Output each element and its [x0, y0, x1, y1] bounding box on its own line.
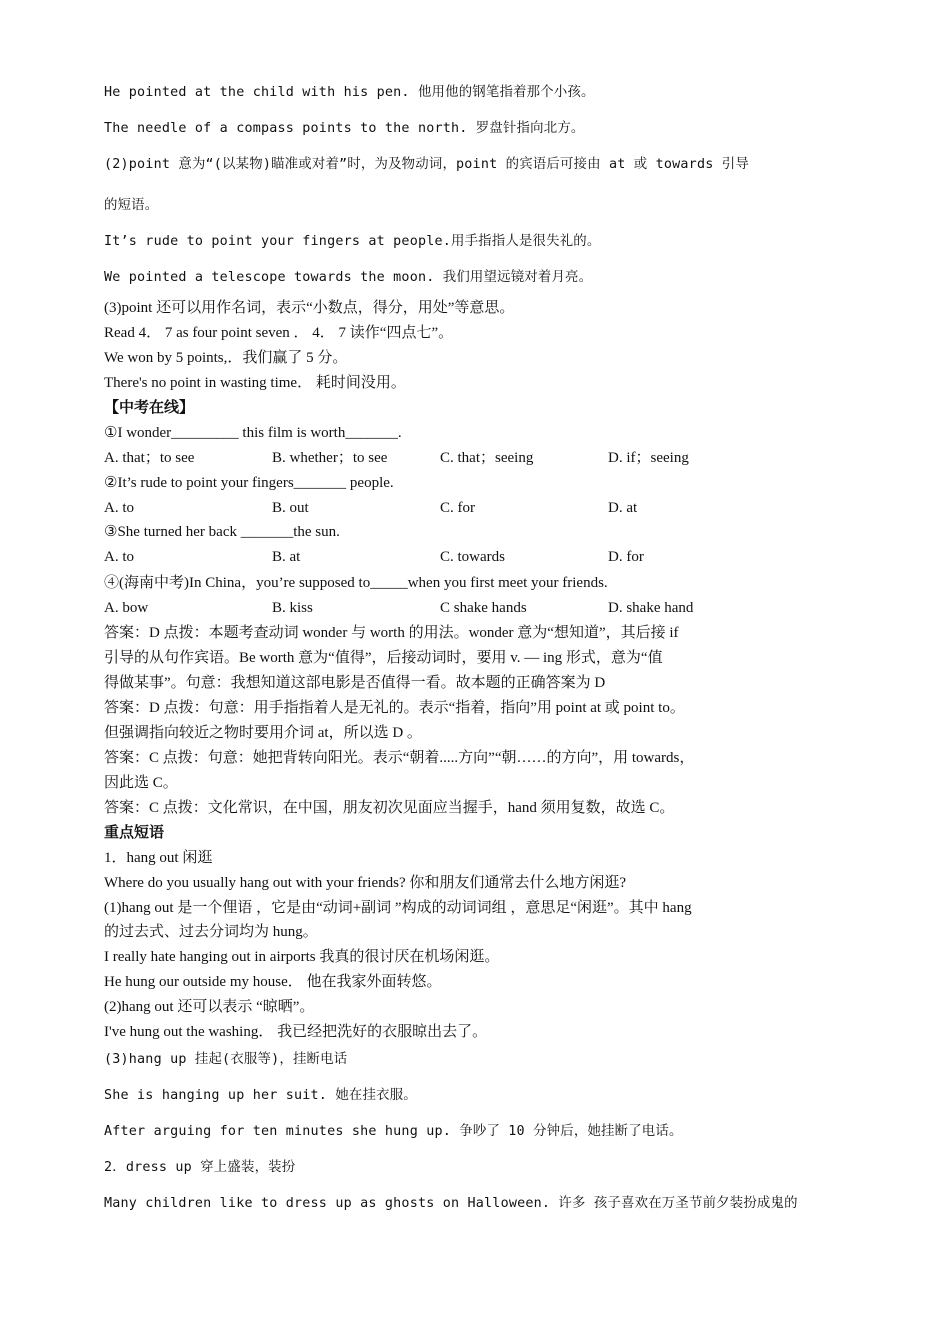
- section-heading: 【中考在线】: [104, 400, 195, 416]
- text-line: It’s rude to point your fingers at people.用手指指人是很失礼的。: [104, 234, 601, 249]
- option-b: B. kiss: [272, 600, 313, 616]
- answer-line: 因此选 C。: [104, 775, 178, 791]
- text-line: We won by 5 points,．我们赢了 5 分。: [104, 350, 348, 366]
- question-2: ②It’s rude to point your fingers_______ people.: [104, 475, 394, 491]
- text-line: After arguing for ten minutes she hung up. 争吵了 10 分钟后，她挂断了电话。: [104, 1124, 683, 1139]
- text-line: I've hung out the washing． 我已经把洗好的衣服晾出去了。: [104, 1024, 488, 1040]
- text-line: We pointed a telescope towards the moon. 我们用望远镜对着月亮。: [104, 270, 593, 285]
- option-d: D. if；seeing: [608, 450, 689, 466]
- option-a: A. to: [104, 500, 134, 516]
- option-b: B. at: [272, 549, 301, 565]
- answer-line: 答案：C 点拨：句意：她把背转向阳光。表示“朝着.....方向”“朝……的方向”，用 towards，: [104, 750, 695, 766]
- text-line: (2)hang out 还可以表示 “晾晒”。: [104, 999, 315, 1015]
- question-2-options: [104, 498, 804, 518]
- text-line: (2)point 意为“(以某物)瞄准或对着”时，为及物动词，point 的宾语后可接由 at 或 towards 引导: [104, 157, 749, 172]
- question-1-options: [104, 448, 804, 468]
- text-line: (3)point 还可以用作名词，表示“小数点，得分，用处”等意思。: [104, 300, 515, 316]
- section-heading: 重点短语: [104, 825, 165, 841]
- text-line: He hung our outside my house． 他在我家外面转悠。: [104, 974, 442, 990]
- option-d: D. at: [608, 500, 638, 516]
- question-4: ④(海南中考)In China，you’re supposed to_____when you first meet your friends.: [104, 575, 608, 591]
- option-a: A. bow: [104, 600, 149, 616]
- text-line: I really hate hanging out in airports 我真的很讨厌在机场闲逛。: [104, 949, 500, 965]
- text-line: 的短语。: [104, 198, 159, 213]
- text-line: 1．hang out 闲逛: [104, 850, 213, 866]
- text-line: She is hanging up her suit. 她在挂衣服。: [104, 1088, 417, 1103]
- question-3-options: [104, 547, 804, 567]
- option-a: A. that；to see: [104, 450, 195, 466]
- text-line: Where do you usually hang out with your friends? 你和朋友们通常去什么地方闲逛?: [104, 875, 627, 891]
- option-d: D. shake hand: [608, 600, 694, 616]
- text-line: 的过去式、过去分词均为 hung。: [104, 924, 318, 940]
- option-a: A. to: [104, 549, 134, 565]
- answer-line: 答案：D 点拨：本题考查动词 wonder 与 worth 的用法。wonder 意为“想知道”，其后接 if: [104, 625, 679, 641]
- answer-line: 答案：C 点拨：文化常识，在中国，朋友初次见面应当握手，hand 须用复数，故选 C。: [104, 800, 675, 816]
- answer-line: 但强调指向较近之物时要用介词 at，所以选 D 。: [104, 725, 422, 741]
- text-line: (3)hang up 挂起(衣服等)，挂断电话: [104, 1052, 348, 1067]
- text-line: There's no point in wasting time． 耗时间没用。: [104, 375, 406, 391]
- answer-line: 引导的从句作宾语。Be worth 意为“值得”，后接动词时，要用 v. — ing 形式，意为“值: [104, 650, 663, 666]
- text-line: Read 4． 7 as four point seven ． 4． 7 读作“四点七”。: [104, 325, 454, 341]
- option-c: C. for: [440, 500, 475, 516]
- text-line: He pointed at the child with his pen. 他用他的钢笔指着那个小孩。: [104, 85, 595, 100]
- answer-line: 得做某事”。句意：我想知道这部电影是否值得一看。故本题的正确答案为 D: [104, 675, 606, 691]
- option-c: C shake hands: [440, 600, 527, 616]
- question-3: ③She turned her back _______the sun.: [104, 524, 340, 540]
- option-c: C. towards: [440, 549, 505, 565]
- text-line: 2．dress up 穿上盛装，装扮: [104, 1160, 296, 1175]
- option-c: C. that；seeing: [440, 450, 534, 466]
- answer-line: 答案：D 点拨：句意：用手指指着人是无礼的。表示“指着，指向”用 point at 或 point to。: [104, 700, 685, 716]
- question-4-options: [104, 598, 804, 618]
- option-d: D. for: [608, 549, 644, 565]
- question-1: ①I wonder_________ this film is worth_______.: [104, 425, 402, 441]
- option-b: B. whether；to see: [272, 450, 388, 466]
- text-line: The needle of a compass points to the north. 罗盘针指向北方。: [104, 121, 585, 136]
- text-line: Many children like to dress up as ghosts on Halloween. 许多 孩子喜欢在万圣节前夕装扮成鬼的: [104, 1196, 798, 1211]
- text-line: (1)hang out 是一个俚语 ，它是由“动词+副词 ”构成的动词词组 ，意思足“闲逛”。其中 hang: [104, 900, 692, 916]
- option-b: B. out: [272, 500, 309, 516]
